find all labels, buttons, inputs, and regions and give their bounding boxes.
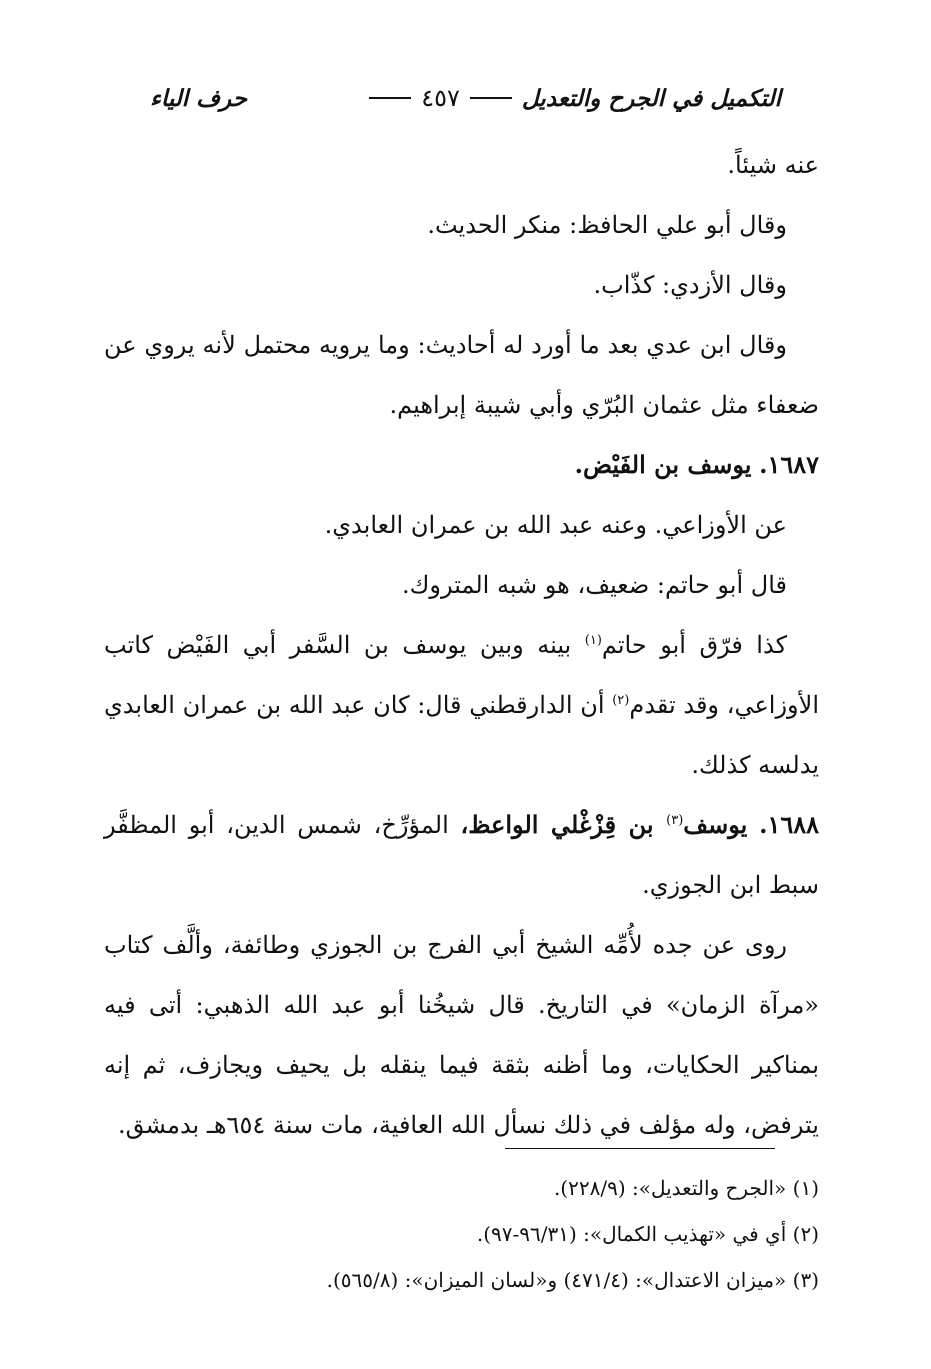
header-book-title-group [359,84,781,112]
header-section-title: حرف الياء [150,84,247,112]
body-text [104,135,819,1155]
footnote-3: (٣) «ميزان الاعتدال»: (٤٧١/٤) و«لسان الميزان»: (٥٦٥/٨). [326,1268,819,1292]
paragraph-ibn-adi: وقال ابن عدي بعد ما أورد له أحاديث: وما يرويه محتمل لأنه يروي عن ضعفاء مثل عثمان البُرّي وأبي شيبة إبراهيم. [104,331,819,419]
footnote-2: (٢) أي في «تهذيب الكمال»: (٩٦/٣١-٩٧). [476,1222,819,1246]
paragraph-distinction [104,615,819,795]
running-header [150,78,781,118]
text-segment: أن الدارقطني قال: كان عبد الله بن عمران العابدي يدلسه كذلك. [104,691,819,779]
footnotes [104,1165,819,1303]
paragraph-abu-ali: وقال أبو علي الحافظ: منكر الحديث. [427,211,787,239]
header-book-title: التكميل في الجرح والتعديل [521,84,781,112]
footnote-marker-2[interactable]: (٢) [612,693,630,708]
paragraph-continuation: عنه شيئاً. [727,151,819,179]
footnote-separator [505,1148,775,1149]
text-segment: بينه وبين يوسف بن السَّفر أبي الفَيْض كاتب الأوزاعي، وقد تقدم [104,631,820,719]
paragraph-awzai: عن الأوزاعي. وعنه عبد الله بن عمران العابدي. [324,511,787,539]
paragraph-sibt-ibn-jawzi: روى عن جده لأُمِّه الشيخ أبي الفرج بن الجوزي وطائفة، وألَّف كتاب «مرآة الزمان» في التاريخ. قال شيخُنا أبو عبد الله الذهبي: أتى فيه بمناكير الحكايات، وما أظنه بثقة فيما ينقله بل يحيف ويجازف، ثم إنه يترفض، وله مؤلف في ذلك نسأل الله العافية، مات سنة ٦٥٤هـ بدمشق. [104,931,819,1139]
entry-number: ١٦٨٧. [759,450,819,479]
entry-name-rest: بن قِزْغْلي الواعظ، [460,810,667,839]
footnote-marker-3[interactable]: (٣) [666,813,684,828]
entry-1688-heading [104,795,819,915]
entry-name: يوسف بن الفَيْض. [574,450,752,479]
paragraph-abu-hatim: قال أبو حاتم: ضعيف، هو شبه المتروك. [401,571,787,599]
entry-description: المؤرِّخ، شمس الدين، أبو المظفَّر سبط ابن الجوزي. [104,811,819,899]
footnote-1: (١) «الجرح والتعديل»: (٢٢٨/٩). [553,1176,819,1200]
page-number: ٤٥٧ [421,84,460,112]
entry-number: ١٦٨٨. [759,810,820,839]
text-segment: كذا فرّق أبو حاتم [601,631,787,659]
entry-name-first: يوسف [683,810,748,839]
entry-1687-heading [104,435,819,495]
header-rule-left [369,97,411,99]
header-rule-right [470,97,512,99]
paragraph-azdi: وقال الأزدي: كذّاب. [593,271,787,299]
footnote-marker-1[interactable]: (١) [584,633,602,648]
